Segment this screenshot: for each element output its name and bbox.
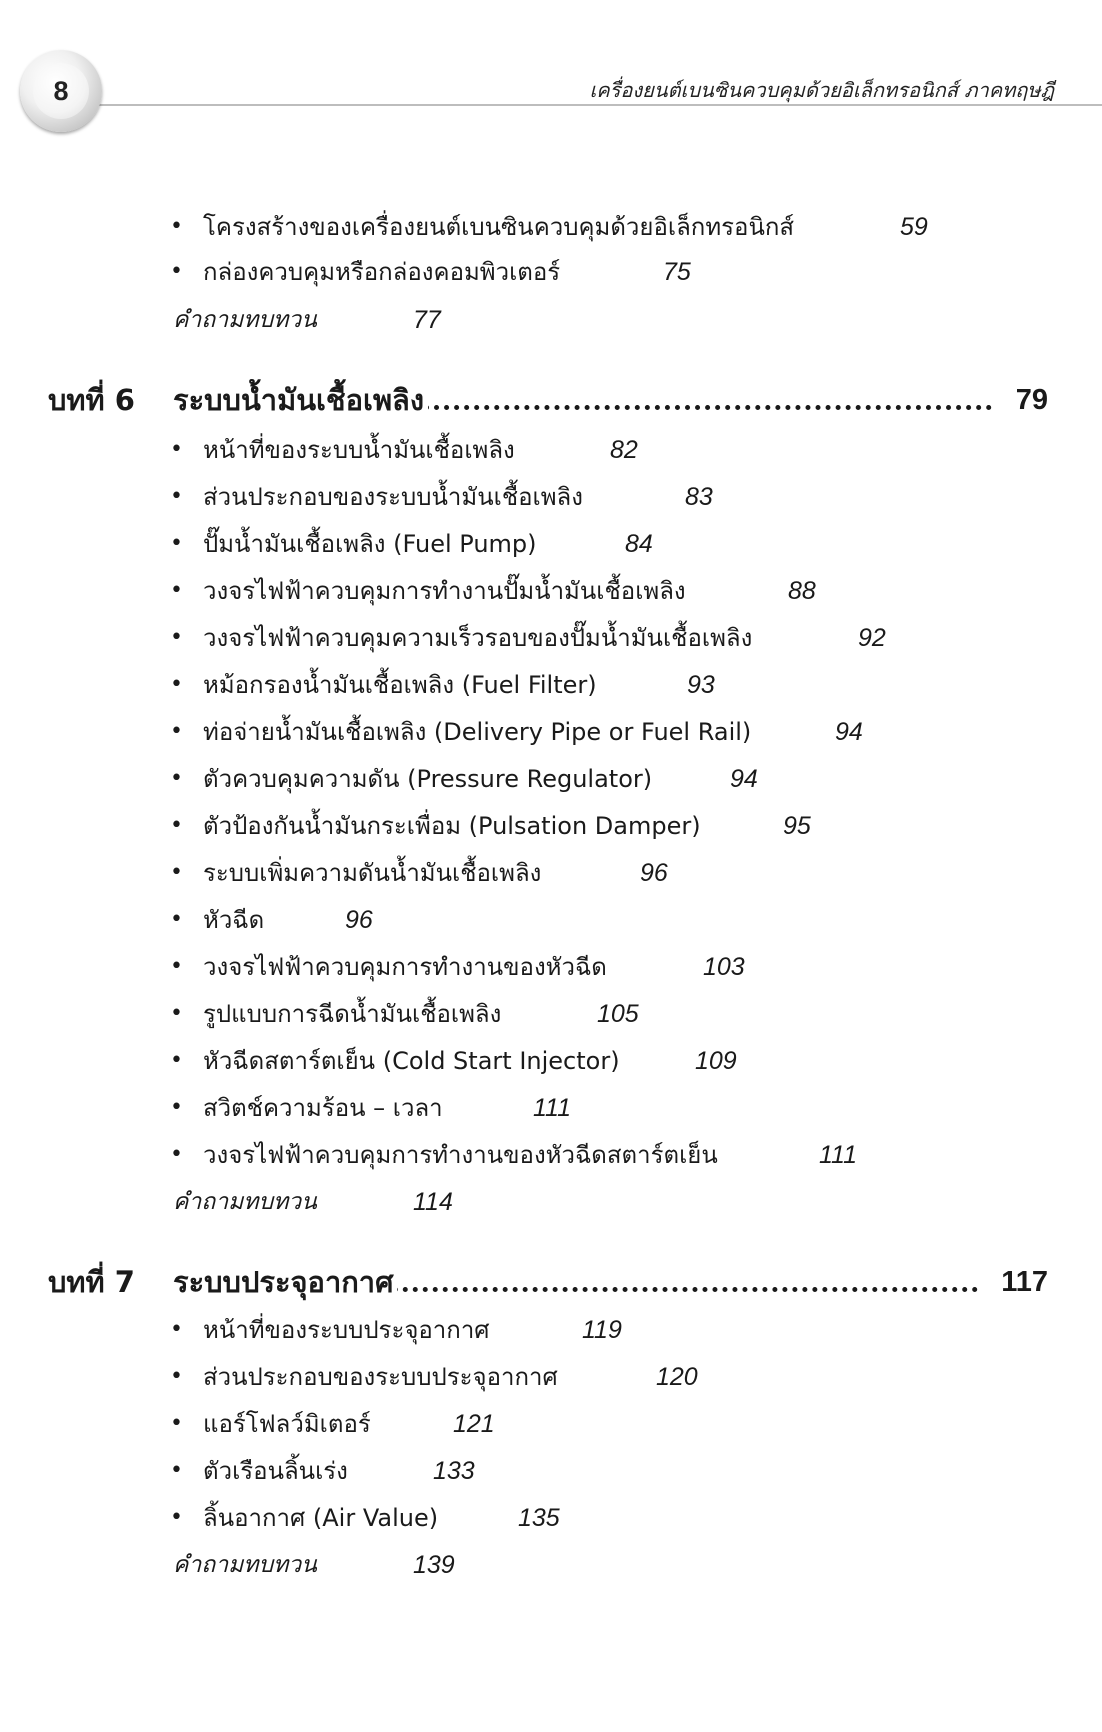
toc-entry-page: 96 xyxy=(640,859,668,887)
bullet-icon: • xyxy=(170,214,183,239)
toc-entry-page: 96 xyxy=(345,906,373,934)
bullet-icon: • xyxy=(170,907,183,932)
review-questions-entry[interactable] xyxy=(173,1182,453,1222)
chapter-page: 117 xyxy=(997,1257,1048,1307)
toc-entry-label: หน้าที่ของระบบน้ำมันเชื้อเพลิง xyxy=(203,436,515,464)
bullet-icon: • xyxy=(170,1095,183,1120)
toc-entry-label: แอร์โฟลว์มิเตอร์ xyxy=(203,1410,371,1438)
toc-entry-label: ปั๊มน้ำมันเชื้อเพลิง (Fuel Pump) xyxy=(203,530,537,558)
toc-entry-page: 94 xyxy=(730,765,758,793)
review-label: คำถามทบทวน xyxy=(173,1189,317,1215)
bullet-icon: • xyxy=(170,954,183,979)
bullet-icon: • xyxy=(170,1048,183,1073)
review-page: 77 xyxy=(413,306,441,334)
running-title: เครื่องยนต์เบนซินควบคุมด้วยอิเล็กทรอนิกส์ ภาคทฤษฎี xyxy=(589,78,1054,102)
review-questions-entry[interactable] xyxy=(173,1545,455,1585)
toc-entry-label: วงจรไฟฟ้าควบคุมการทำงานของหัวฉีด xyxy=(203,953,607,981)
toc-entry-label: ท่อจ่ายน้ำมันเชื้อเพลิง (Delivery Pipe or Fuel Rail) xyxy=(203,718,752,746)
bullet-icon: • xyxy=(170,259,183,284)
chapter-heading[interactable] xyxy=(48,1257,1048,1307)
review-label: คำถามทบทวน xyxy=(173,1552,317,1578)
toc-entry-page: 75 xyxy=(663,258,691,286)
toc-entry-label: รูปแบบการฉีดน้ำมันเชื้อเพลิง xyxy=(203,1000,502,1028)
bullet-icon: • xyxy=(170,1001,183,1026)
bullet-icon: • xyxy=(170,1458,183,1483)
chapter-page: 79 xyxy=(1012,375,1048,425)
toc-entry-page: 94 xyxy=(835,718,863,746)
toc-entry-label: วงจรไฟฟ้าควบคุมการทำงานของหัวฉีดสตาร์ตเย็น xyxy=(203,1141,718,1169)
bullet-icon: • xyxy=(170,813,183,838)
toc-entry-label: หัวฉีด xyxy=(203,906,265,934)
toc-entry-label: ลิ้นอากาศ (Air Value) xyxy=(203,1504,439,1532)
toc-entry-page: 92 xyxy=(858,624,886,652)
toc-entry-label: ตัวเรือนลิ้นเร่ง xyxy=(203,1457,348,1485)
toc-entry-label: สวิตช์ความร้อน – เวลา xyxy=(203,1094,443,1122)
bullet-icon: • xyxy=(170,531,183,556)
toc-entry-label: ตัวป้องกันน้ำมันกระเพื่อม (Pulsation Damper) xyxy=(203,812,701,840)
toc-entry-label: กล่องควบคุมหรือกล่องคอมพิวเตอร์ xyxy=(203,258,561,286)
toc-entry-page: 59 xyxy=(900,213,928,241)
bullet-icon: • xyxy=(170,719,183,744)
review-questions-entry[interactable] xyxy=(173,300,441,340)
toc-entry-page: 95 xyxy=(783,812,811,840)
toc-entry-page: 82 xyxy=(610,436,638,464)
toc-entry-label: วงจรไฟฟ้าควบคุมการทำงานปั๊มน้ำมันเชื้อเพลิง xyxy=(203,577,686,605)
bullet-icon: • xyxy=(170,1142,183,1167)
chapter-title: ระบบน้ำมันเชื้อเพลิง xyxy=(173,375,428,425)
toc-entry-label: ส่วนประกอบของระบบประจุอากาศ xyxy=(203,1363,558,1391)
toc-entry-page: 135 xyxy=(518,1504,560,1532)
toc-entry-page: 120 xyxy=(656,1363,698,1391)
chapter-heading[interactable] xyxy=(48,375,1048,425)
review-label: คำถามทบทวน xyxy=(173,307,317,333)
toc-entry-page: 103 xyxy=(703,953,745,981)
toc-entry-label: ตัวควบคุมความดัน (Pressure Regulator) xyxy=(203,765,653,793)
bullet-icon: • xyxy=(170,766,183,791)
bullet-icon: • xyxy=(170,484,183,509)
toc-entry-label: ระบบเพิ่มความดันน้ำมันเชื้อเพลิง xyxy=(203,859,542,887)
bullet-icon: • xyxy=(170,625,183,650)
toc-entry-page: 109 xyxy=(695,1047,737,1075)
bullet-icon: • xyxy=(170,672,183,697)
chapter-number: บทที่ 7 xyxy=(48,1265,135,1299)
toc-entry-label: โครงสร้างของเครื่องยนต์เบนซินควบคุมด้วยอิเล็กทรอนิกส์ xyxy=(203,213,795,241)
toc-entry-page: 88 xyxy=(788,577,816,605)
bullet-icon: • xyxy=(170,578,183,603)
toc-entry-page: 83 xyxy=(685,483,713,511)
toc-entry-page: 121 xyxy=(453,1410,495,1438)
page-number: 8 xyxy=(33,63,89,119)
toc-entry-page: 111 xyxy=(533,1094,572,1122)
toc-entry-label: ส่วนประกอบของระบบน้ำมันเชื้อเพลิง xyxy=(203,483,583,511)
bullet-icon: • xyxy=(170,860,183,885)
toc-entry-page: 105 xyxy=(597,1000,639,1028)
toc-entry-label: วงจรไฟฟ้าควบคุมความเร็วรอบของปั๊มน้ำมันเชื้อเพลิง xyxy=(203,624,753,652)
toc-entry-page: 111 xyxy=(819,1141,858,1169)
review-page: 139 xyxy=(413,1551,455,1579)
toc-entry-page: 119 xyxy=(582,1316,622,1344)
bullet-icon: • xyxy=(170,1364,183,1389)
bullet-icon: • xyxy=(170,1411,183,1436)
bullet-icon: • xyxy=(170,437,183,462)
toc-entry-page: 93 xyxy=(687,671,715,699)
toc-entry-page: 84 xyxy=(625,530,653,558)
page-number-badge xyxy=(20,50,102,132)
toc-entry-label: หัวฉีดสตาร์ตเย็น (Cold Start Injector) xyxy=(203,1047,620,1075)
bullet-icon: • xyxy=(170,1505,183,1530)
toc-entry-page: 133 xyxy=(433,1457,475,1485)
toc-entry-label: หม้อกรองน้ำมันเชื้อเพลิง (Fuel Filter) xyxy=(203,671,597,699)
chapter-number: บทที่ 6 xyxy=(48,383,135,417)
review-page: 114 xyxy=(413,1188,453,1216)
bullet-icon: • xyxy=(170,1317,183,1342)
chapter-title: ระบบประจุอากาศ xyxy=(173,1257,397,1307)
toc-entry-label: หน้าที่ของระบบประจุอากาศ xyxy=(203,1316,490,1344)
